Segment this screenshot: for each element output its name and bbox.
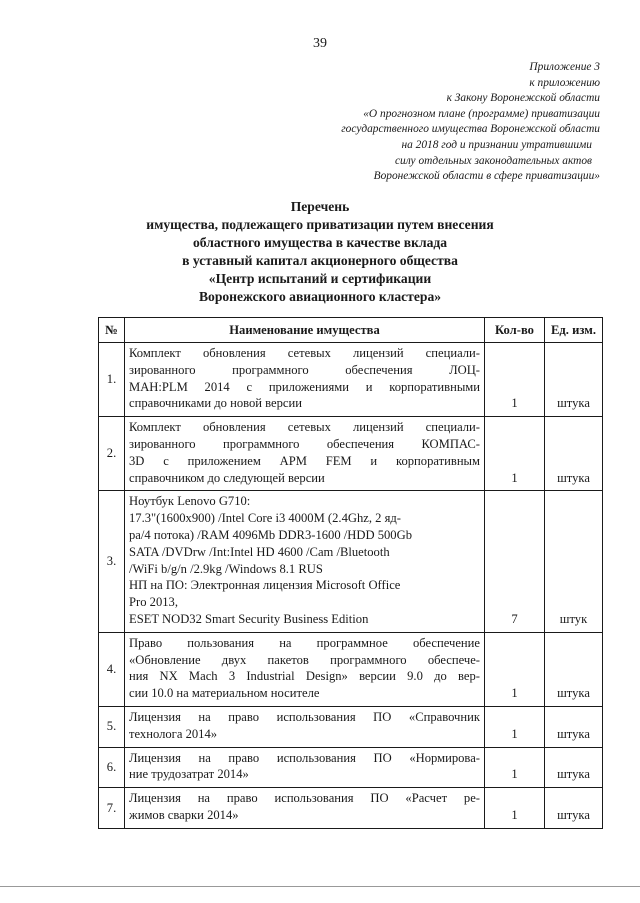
row-number: 7.: [99, 788, 125, 829]
row-unit: штук: [545, 491, 603, 632]
title-line: Воронежского авиационного кластера»: [198, 289, 442, 304]
header-unit: Ед. изм.: [545, 318, 603, 343]
row-name: [125, 747, 485, 788]
row-name-line: технолога 2014»: [129, 726, 218, 741]
row-number: 2.: [99, 417, 125, 491]
row-unit: штука: [545, 343, 603, 417]
row-name-line: 17.3"(1600x900) /Intel Core i3 4000M (2.4Ghz, 2 яд-: [129, 511, 401, 526]
row-name: [125, 417, 485, 491]
row-quantity: 1: [485, 706, 545, 747]
row-name: [125, 788, 485, 829]
row-name-line: 3D с приложением APM FEM и корпоративным: [129, 453, 480, 468]
row-name-line: Лицензия на право использования ПО «Расчет ре-: [129, 791, 480, 806]
row-name-line: Комплект обновления сетевых лицензий специали-: [129, 346, 480, 360]
annex-line: к Закону Воронежской области: [446, 92, 600, 105]
table-row: [99, 632, 603, 706]
row-unit: штука: [545, 706, 603, 747]
annex-reference: [260, 60, 600, 185]
row-unit: штука: [545, 747, 603, 788]
row-quantity: 1: [485, 632, 545, 706]
header-qty: Кол-во: [485, 318, 545, 343]
row-quantity: 1: [485, 788, 545, 829]
row-name-line: ние трудозатрат 2014»: [129, 767, 249, 782]
row-name-line: «Обновление двух пакетов программного обеспече-: [129, 652, 480, 667]
row-name-line: Комплект обновления сетевых лицензий специали-: [129, 420, 480, 435]
row-name-line: ESET NOD32 Smart Security Business Edition: [129, 611, 369, 626]
header-num: №: [99, 318, 125, 343]
row-name-line: SATA /DVDrw /Int:Intel HD 4600 /Cam /Bluetooth: [129, 544, 390, 559]
annex-line: силу отдельных законодательных актов: [394, 154, 592, 167]
header-name: Наименование имущества: [125, 318, 485, 343]
row-quantity: 1: [485, 417, 545, 491]
annex-line: государственного имущества Воронежской области: [341, 123, 600, 136]
row-quantity: 1: [485, 747, 545, 788]
annex-line: Приложение 3: [529, 61, 600, 73]
row-name-line: МАН:PLM 2014 с приложениями и корпоративными: [129, 379, 480, 394]
table-row: [99, 417, 603, 491]
row-unit: штука: [545, 632, 603, 706]
row-number: 6.: [99, 747, 125, 788]
row-number: 3.: [99, 491, 125, 632]
table-body: [99, 343, 603, 829]
row-name: [125, 706, 485, 747]
row-name-line: НП на ПО: Электронная лицензия Microsoft Office: [129, 578, 401, 593]
annex-line: «О прогнозном плане (программе) приватизации: [363, 107, 600, 120]
page-number: 39: [313, 36, 327, 51]
table-row: [99, 343, 603, 417]
row-name-line: справочниками до новой версии: [129, 396, 302, 411]
title-line: в уставный капитал акционерного общества: [182, 253, 458, 268]
table-row: [99, 788, 603, 829]
title-line: Перечень: [290, 199, 350, 214]
row-name-line: Ноутбук Lenovo G710:: [129, 494, 251, 509]
row-name-line: зированного программного обеспечения ЛОЦ-: [129, 362, 480, 377]
page-bottom-rule: [0, 886, 640, 887]
row-number: 4.: [99, 632, 125, 706]
row-name-line: Лицензия на право использования ПО «Справочник: [129, 709, 480, 724]
row-number: 1.: [99, 343, 125, 417]
table-header-row: [99, 318, 603, 343]
row-name-line: справочником до следующей версии: [129, 470, 325, 485]
row-name-line: зированного программного обеспечения КОМПАС-: [129, 436, 480, 451]
document-title: [60, 198, 580, 306]
row-name-line: Лицензия на право использования ПО «Нормирова-: [129, 750, 480, 765]
title-line: «Центр испытаний и сертификации: [208, 271, 432, 286]
row-name-line: ния NX Mach 3 Industrial Design» версии 9.0 до вер-: [129, 669, 480, 684]
property-table: [98, 317, 603, 829]
row-number: 5.: [99, 706, 125, 747]
row-quantity: 7: [485, 491, 545, 632]
row-name-line: Право пользования на программное обеспечение: [129, 635, 480, 650]
table-row: [99, 706, 603, 747]
row-name-line: сии 10.0 на материальном носителе: [129, 686, 320, 701]
title-line: областного имущества в качестве вклада: [192, 235, 448, 250]
annex-line: Воронежской области в сфере приватизации»: [373, 170, 600, 183]
row-quantity: 1: [485, 343, 545, 417]
title-line: имущества, подлежащего приватизации путем внесения: [146, 217, 494, 232]
row-name-line: жимов сварки 2014»: [129, 807, 239, 822]
row-unit: штука: [545, 417, 603, 491]
row-name-line: /WiFi b/g/n /2.9kg /Windows 8.1 RUS: [129, 561, 323, 576]
row-name: [125, 343, 485, 417]
row-unit: штука: [545, 788, 603, 829]
row-name-line: Pro 2013,: [129, 595, 178, 610]
annex-line: на 2018 год и признании утратившими: [401, 138, 592, 151]
row-name: [125, 632, 485, 706]
annex-line: к приложению: [529, 76, 600, 89]
row-name: [125, 491, 485, 632]
table-row: [99, 747, 603, 788]
row-name-line: ра/4 потока) /RAM 4096Mb DDR3-1600 /HDD 500Gb: [129, 527, 412, 542]
table-row: [99, 491, 603, 632]
